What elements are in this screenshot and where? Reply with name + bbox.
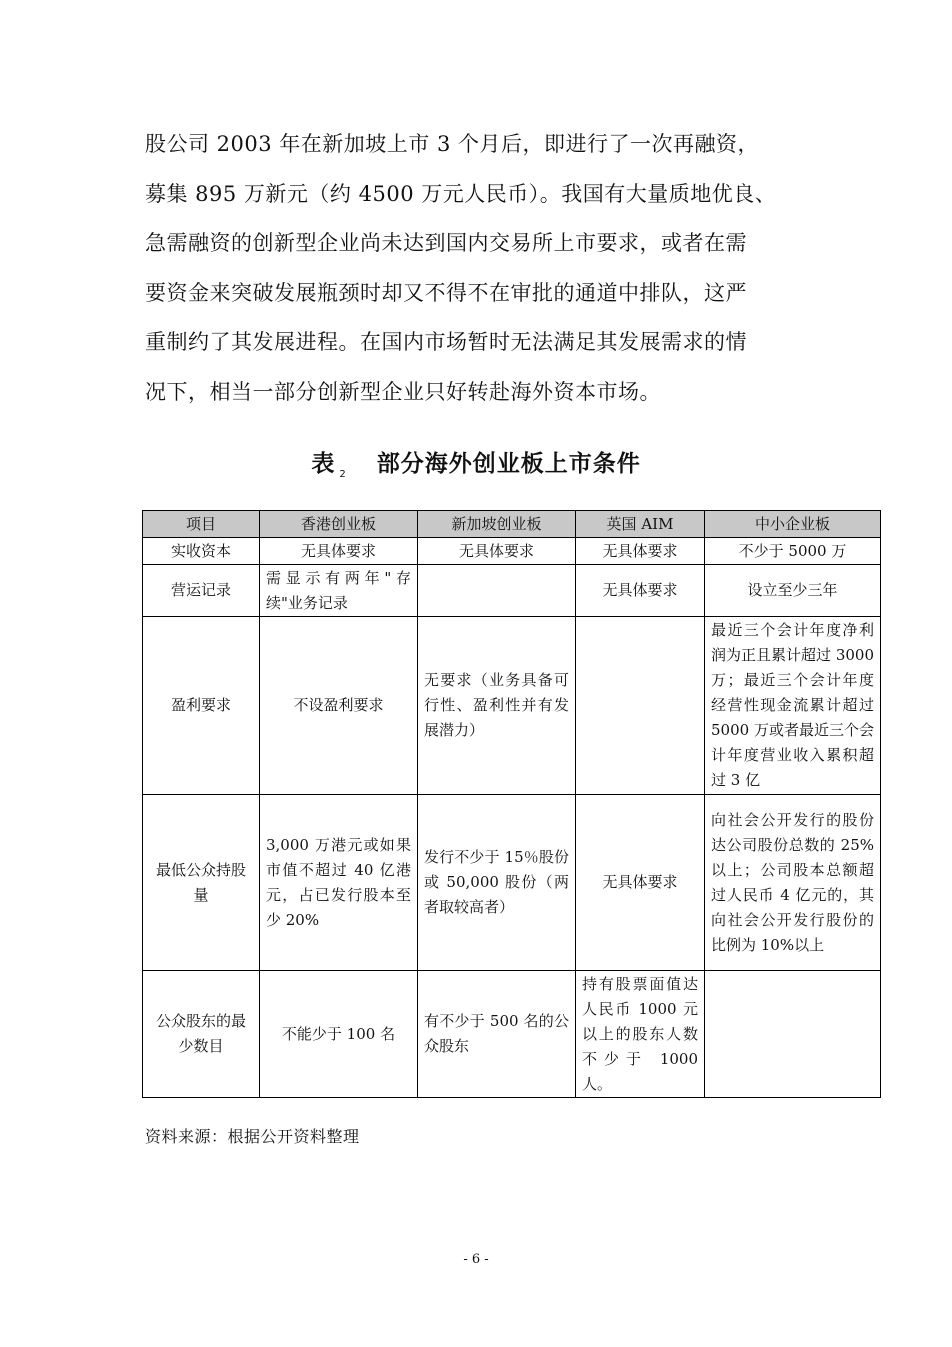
body-paragraph	[145, 120, 825, 417]
caption-label: 表	[311, 451, 336, 477]
table-cell: 设立至少三年	[705, 565, 881, 617]
table-cell: 不能少于 100 名	[260, 971, 418, 1098]
listing-requirements-table	[142, 510, 881, 1098]
paragraph-line: 况下，相当一部分创新型企业只好转赴海外资本市场。	[145, 379, 661, 404]
header-cell: 项目	[143, 511, 260, 538]
table-row	[143, 565, 881, 617]
table-cell: 最近三个会计年度净利润为正且累计超过 3000 万；最近三个会计年度经营性现金流累计超过 5000 万或者最近三个会计年度营业收入累积超过 3 亿	[705, 617, 881, 795]
table-cell: 不少于 5000 万	[705, 538, 881, 565]
table-cell: 3,000 万港元或如果市值不超过 40 亿港元，占已发行股本至少 20%	[260, 795, 418, 971]
row-label-cell: 实收资本	[143, 538, 260, 565]
table-header-row	[143, 511, 881, 538]
table-cell: 向社会公开发行的股份达公司股份总数的 25%以上；公司股本总额超过人民币 4 亿元的，其向社会公开发行股份的比例为 10%以上	[705, 795, 881, 971]
caption-number: 2	[339, 468, 347, 480]
table-cell: 无具体要求	[260, 538, 418, 565]
table-cell: 有不少于 500 名的公众股东	[418, 971, 576, 1098]
table-cell: 无要求（业务具备可行性、盈利性并有发展潜力）	[418, 617, 576, 795]
header-cell: 中小企业板	[705, 511, 881, 538]
table-cell: 无具体要求	[418, 538, 576, 565]
table-row	[143, 538, 881, 565]
table-cell: 需显示有两年"存续"业务记录	[260, 565, 418, 617]
table-cell	[576, 617, 705, 795]
row-label-cell: 营运记录	[143, 565, 260, 617]
header-cell: 新加坡创业板	[418, 511, 576, 538]
table-cell: 不设盈利要求	[260, 617, 418, 795]
caption-title: 部分海外创业板上市条件	[376, 451, 641, 477]
page-number: - 6 -	[463, 1252, 489, 1267]
paragraph-line: 急需融资的创新型企业尚未达到国内交易所上市要求，或者在需	[145, 231, 747, 255]
table-cell: 无具体要求	[576, 795, 705, 971]
paragraph-line: 重制约了其发展进程。在国内市场暂时无法满足其发展需求的情	[145, 330, 747, 354]
table-cell: 发行不少于 15％股份或 50,000 股份（两者取较高者）	[418, 795, 576, 971]
table-cell: 持有股票面值达人民币 1000 元以上的股东人数不少于 1000 人。	[576, 971, 705, 1098]
row-label-cell: 公众股东的最少数目	[143, 971, 260, 1098]
table-cell: 无具体要求	[576, 538, 705, 565]
paragraph-line: 募集 895 万新元（约 4500 万元人民币）。我国有大量质地优良、	[145, 181, 777, 206]
paragraph-line: 股公司 2003 年在新加坡上市 3 个月后，即进行了一次再融资，	[145, 132, 760, 156]
source-note: 资料来源：根据公开资料整理	[145, 1127, 360, 1146]
paragraph-line: 要资金来突破发展瓶颈时却又不得不在审批的通道中排队，这严	[145, 280, 747, 305]
table-caption	[0, 445, 952, 480]
table-cell	[705, 971, 881, 1098]
table-cell: 无具体要求	[576, 565, 705, 617]
row-label-cell: 盈利要求	[143, 617, 260, 795]
table-row	[143, 795, 881, 971]
table-row	[143, 617, 881, 795]
table-row	[143, 971, 881, 1098]
header-cell: 英国 AIM	[576, 511, 705, 538]
table-cell	[418, 565, 576, 617]
header-cell: 香港创业板	[260, 511, 418, 538]
row-label-cell: 最低公众持股量	[143, 795, 260, 971]
